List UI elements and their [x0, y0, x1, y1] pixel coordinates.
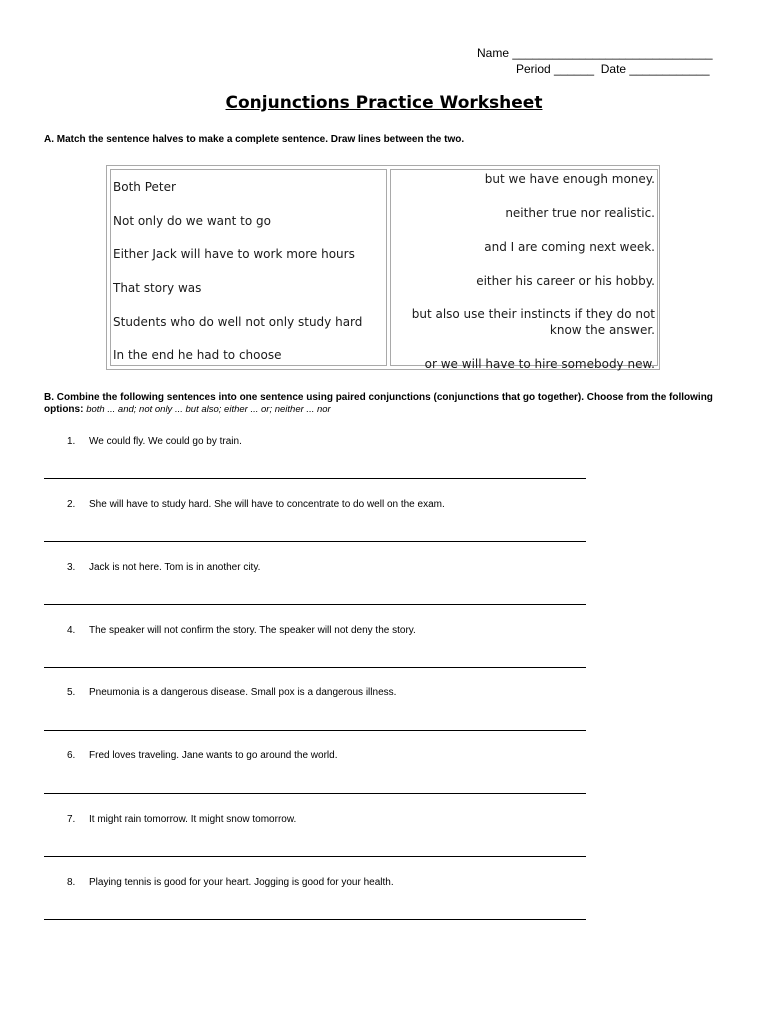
answer-line[interactable] — [44, 667, 586, 668]
right-item: neither true nor realistic. — [505, 206, 655, 220]
question-text: Jack is not here. Tom is in another city. — [89, 562, 261, 573]
right-item: either his career or his hobby. — [476, 274, 655, 288]
question-text: The speaker will not confirm the story. The speaker will not deny the story. — [89, 625, 416, 636]
answer-line[interactable] — [44, 541, 586, 542]
right-column — [390, 169, 658, 371]
period-date-field-line[interactable]: Period ______ Date ____________ — [516, 62, 710, 76]
right-item: but also use their instincts if they do not — [411, 307, 655, 321]
question-number: 5. — [67, 687, 76, 698]
section-a-instruction: A. Match the sentence halves to make a complete sentence. Draw lines between the two. — [44, 134, 465, 145]
answer-line[interactable] — [44, 856, 586, 857]
section-b-instruction — [44, 392, 744, 416]
right-item: but we have enough money. — [484, 172, 655, 186]
left-item: Both Peter — [113, 180, 176, 194]
question-number: 8. — [67, 877, 76, 888]
name-field-line[interactable]: Name ______________________________ — [477, 46, 713, 60]
answer-line[interactable] — [44, 604, 586, 605]
question-text: She will have to study hard. She will have to concentrate to do well on the exam. — [89, 499, 445, 510]
question-text: We could fly. We could go by train. — [89, 436, 242, 447]
answer-line[interactable] — [44, 919, 586, 920]
left-item: Not only do we want to go — [113, 214, 271, 228]
left-item: In the end he had to choose — [113, 348, 282, 362]
answer-line[interactable] — [44, 478, 586, 479]
right-item: or we will have to hire somebody new. — [424, 357, 655, 371]
answer-line[interactable] — [44, 730, 586, 731]
left-column — [110, 169, 387, 366]
left-item: Either Jack will have to work more hours — [113, 247, 355, 261]
question-number: 2. — [67, 499, 76, 510]
conjunction-options: both ... and; not only ... but also; either ... or; neither ... nor — [86, 404, 331, 415]
right-item: and I are coming next week. — [484, 240, 655, 254]
answer-line[interactable] — [44, 793, 586, 794]
section-b-text: B. Combine the following sentences into one sentence using paired conjunctions (conjunctions that go together). Choose from the following options: — [44, 392, 713, 415]
left-item: That story was — [113, 281, 202, 295]
question-number: 6. — [67, 750, 76, 761]
page-title: Conjunctions Practice Worksheet — [225, 93, 543, 113]
question-number: 1. — [67, 436, 76, 447]
question-number: 4. — [67, 625, 76, 636]
question-number: 7. — [67, 814, 76, 825]
question-text: Pneumonia is a dangerous disease. Small pox is a dangerous illness. — [89, 687, 397, 698]
question-text: Fred loves traveling. Jane wants to go around the world. — [89, 750, 338, 761]
matching-table — [106, 165, 660, 370]
left-item: Students who do well not only study hard — [113, 315, 363, 329]
right-item-continued: know the answer. — [549, 323, 655, 337]
question-number: 3. — [67, 562, 76, 573]
question-text: It might rain tomorrow. It might snow tomorrow. — [89, 814, 297, 825]
question-text: Playing tennis is good for your heart. Jogging is good for your health. — [89, 877, 394, 888]
